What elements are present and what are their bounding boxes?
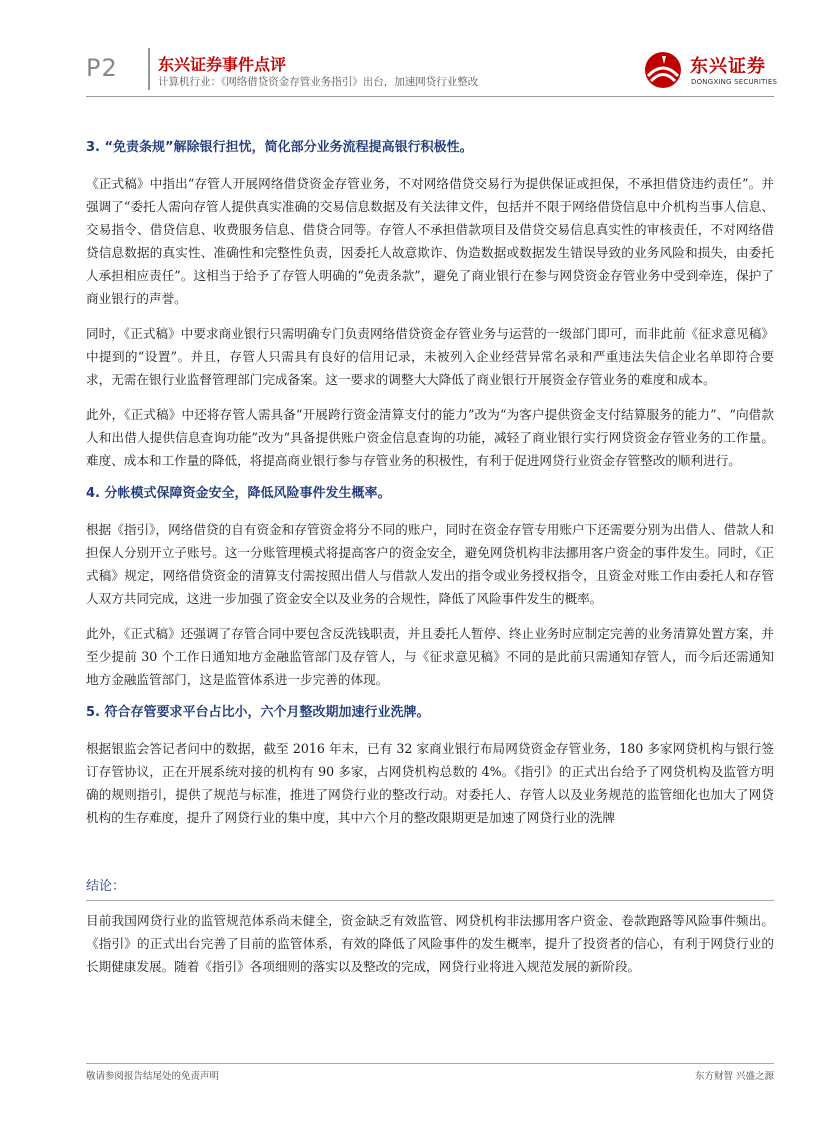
section-3	[86, 138, 774, 472]
section-5	[86, 703, 774, 829]
section-heading: 3. “免责条规”解除银行担忧，简化部分业务流程提高银行积极性。	[86, 140, 473, 155]
header-rule	[86, 96, 774, 97]
page-header	[0, 0, 827, 120]
paragraph: 此外，《正式稿》中还将存管人需具备“开展跨行资金清算支付的能力”改为“为客户提供资金支付结算服务的能力”、“向借款人和出借人提供信息查询功能”改为“具备提供账户资金信息查询的功能，减轻了商业银行实行网贷资金存管业务的工作量。难度、成本和工作量的降低，将提高商业银行参与存管业务的积极性，有利于促进网贷行业资金存管整改的顺利进行。	[86, 407, 774, 468]
logo-name: 东兴证券	[690, 56, 766, 77]
conclusion-rule	[86, 900, 774, 901]
paragraph: 此外，《正式稿》还强调了存管合同中要包含反洗钱职责，并且委托人暂停、终止业务时应制定完善的业务清算处置方案，并至少提前 30 个工作日通知地方金融监管部门及存管人，与《征求意见稿》不同的是此前只需通知存管人，而今后还需通知地方金融监管部门，这是监管体系进一步完善的体现。	[86, 626, 774, 687]
paragraph: 同时，《正式稿》中要求商业银行只需明确专门负责网络借贷资金存管业务与运营的一级部门即可，而非此前《征求意见稿》中提到的“设置”。并且，存管人只需具有良好的信用记录，未被列入企业经营异常名录和严重违法失信企业名单即符合要求，无需在银行业监督管理部门完成备案。这一要求的调整大大降低了商业银行开展资金存管业务的难度和成本。	[86, 326, 774, 387]
section-heading: 4. 分帐模式保障资金安全，降低风险事件发生概率。	[86, 486, 391, 501]
conclusion-text: 目前我国网贷行业的监管规范体系尚未健全，资金缺乏有效监管、网贷机构非法挪用客户资金、卷款跑路等风险事件频出。《指引》的正式出台完善了目前的监管体系，有效的降低了风险事件的发生概率，提升了投资者的信心，有利于网贷行业的长期健康发展。随着《指引》各项细则的落实以及整改的完成，网贷行业将进入规范发展的新阶段。	[86, 913, 774, 974]
company-logo	[642, 50, 782, 94]
report-title: 东兴证券事件点评	[158, 55, 287, 74]
footer-rule	[86, 1063, 774, 1064]
section-heading: 5. 符合存管要求平台占比小，六个月整改期加速行业洗牌。	[86, 705, 430, 720]
report-subtitle: 计算机行业：《网络借贷资金存管业务指引》出台，加速网贷行业整改	[158, 76, 479, 88]
section-4	[86, 484, 774, 691]
footer-slogan: 东方财智 兴盛之源	[694, 1071, 774, 1082]
conclusion	[86, 875, 774, 978]
logo-english-name: DONGXING SECURITIES	[691, 78, 778, 86]
report-body	[86, 138, 774, 990]
logo-mark-icon	[642, 50, 686, 90]
paragraph: 《正式稿》中指出“存管人开展网络借贷资金存管业务，不对网络借贷交易行为提供保证或担保，不承担借贷违约责任”。并强调了“委托人需向存管人提供真实准确的交易信息数据及有关法律文件，包括并不限于网络借贷信息中介机构当事人信息、交易指令、借贷信息、收费服务信息、借贷合同等。存管人不承担借款项目及借贷交易信息真实性的审核责任，不对网络借贷信息数据的真实性、准确性和完整性负责，因委托人故意欺诈、伪造数据或数据发生错误导致的业务风险和损失，由委托人承担相应责任”。这相当于给予了存管人明确的“免责条款”，避免了商业银行在参与网贷资金存管业务中受到牵连，保护了商业银行的声誉。	[86, 176, 774, 306]
paragraph: 根据《指引》，网络借贷的自有资金和存管资金将分不同的账户，同时在资金存管专用账户下还需要分别为出借人、借款人和担保人分别开立子账号。这一分账管理模式将提高客户的资金安全，避免网贷机构非法挪用客户资金的事件发生。同时，《正式稿》规定，网络借贷资金的清算支付需按照出借人与借款人发出的指令或业务授权指令，且资金对账工作由委托人和存管人双方共同完成，这进一步加强了资金安全以及业务的合规性，降低了风险事件发生的概率。	[86, 522, 774, 606]
page-number: P2	[86, 54, 118, 82]
footer-disclaimer: 敬请参阅报告结尾处的免责声明	[86, 1071, 220, 1082]
conclusion-label: 结论：	[86, 879, 126, 894]
paragraph: 根据银监会答记者问中的数据，截至 2016 年末，已有 32 家商业银行布局网贷资金存管业务，180 多家网贷机构与银行签订存管协议，正在开展系统对接的机构有 90 多家，占网贷机构总数的 4%。《指引》的正式出台给予了网贷机构及监管方明确的规则指引，提供了规范与标准，推进了网贷行业的整改行动。对委托人、存管人以及业务规范的监管细化也加大了网贷机构的生存难度，提升了网贷行业的集中度，其中六个月的整改限期更是加速了网贷行业的洗牌	[86, 741, 774, 825]
header-divider	[148, 48, 150, 90]
